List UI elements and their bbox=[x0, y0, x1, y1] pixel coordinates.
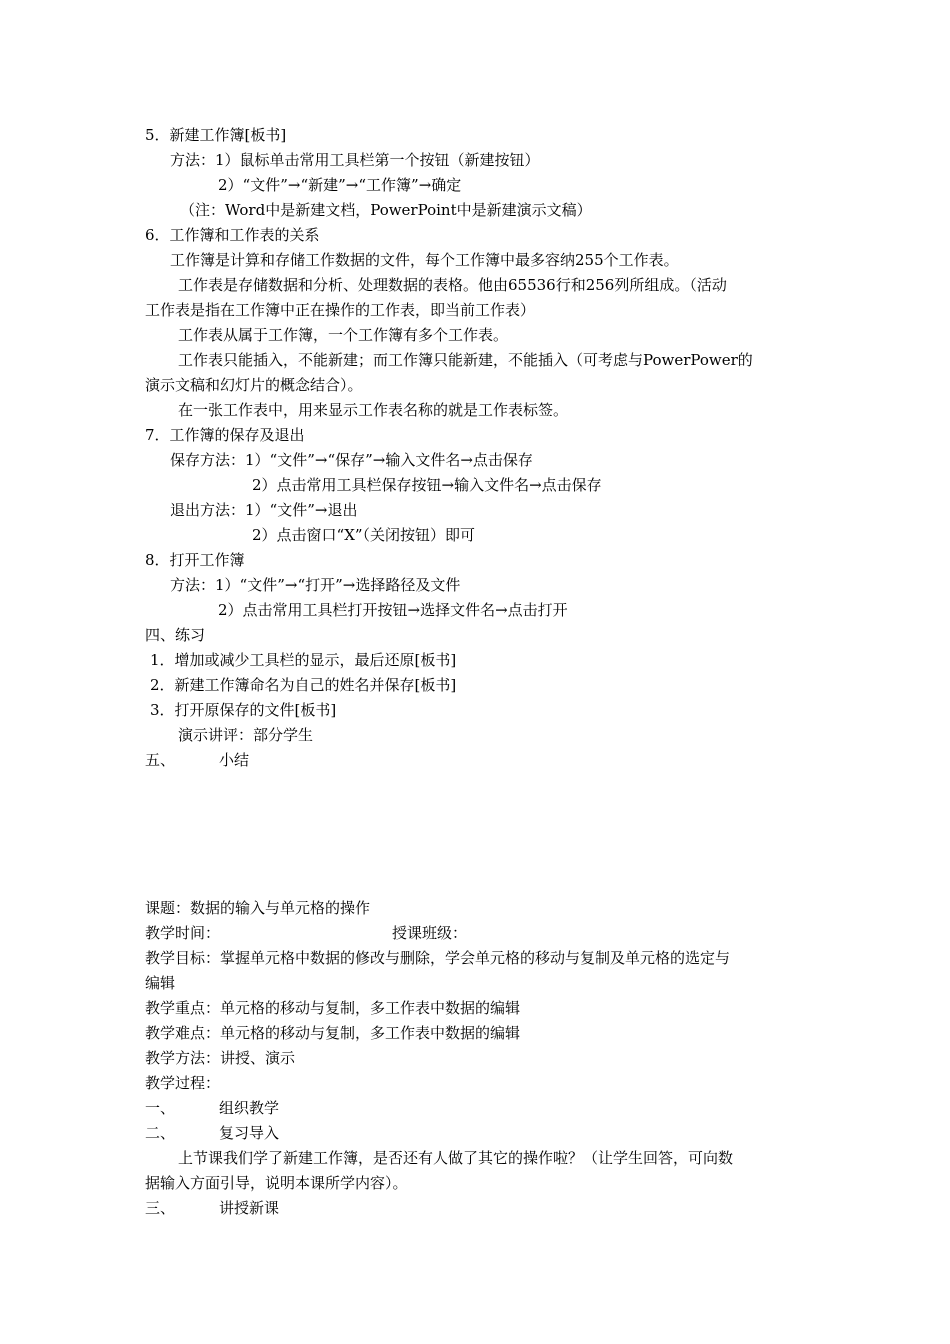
section-6-paragraph-2b: 工作表是指在工作簿中正在操作的工作表，即当前工作表） bbox=[145, 301, 536, 319]
teaching-difficulty: 教学难点：单元格的移动与复制，多工作表中数据的编辑 bbox=[145, 1024, 521, 1042]
section-5-note: （注：Word中是新建文档，PowerPoint中是新建演示文稿） bbox=[180, 201, 592, 219]
step-2-text: 复习导入 bbox=[219, 1124, 280, 1142]
teaching-method: 教学方法：讲授、演示 bbox=[145, 1049, 296, 1067]
step-3-number: 三、 bbox=[145, 1199, 176, 1217]
section-7-exit-2: 2）点击窗口“X”（关闭按钮）即可 bbox=[252, 526, 476, 544]
teaching-time-row bbox=[145, 922, 467, 944]
section-7-save-1: 保存方法：1）“文件”→“保存”→输入文件名→点击保存 bbox=[170, 451, 533, 469]
teaching-time-label: 教学时间： bbox=[145, 924, 221, 942]
teaching-process: 教学过程： bbox=[145, 1074, 221, 1092]
exercise-3: 3．打开原保存的文件[板书] bbox=[150, 701, 337, 719]
section-6-paragraph-5: 在一张工作表中，用来显示工作表名称的就是工作表标签。 bbox=[178, 401, 569, 419]
section-6-paragraph-4b: 演示文稿和幻灯片的概念结合）。 bbox=[145, 376, 363, 394]
section-8-method-1: 方法：1）“文件”→“打开”→选择路径及文件 bbox=[170, 576, 461, 594]
step-2-heading bbox=[145, 1122, 279, 1144]
exercise-2: 2．新建工作簿命名为自己的姓名并保存[板书] bbox=[150, 676, 457, 694]
lesson-topic: 课题：数据的输入与单元格的操作 bbox=[145, 899, 371, 917]
section-6-paragraph-2a: 工作表是存储数据和分析、处理数据的表格。他由65536行和256列所组成。（活动 bbox=[178, 276, 727, 294]
teaching-goal-a: 教学目标：掌握单元格中数据的修改与删除，学会单元格的移动与复制及单元格的选定与 bbox=[145, 949, 731, 967]
class-label: 授课班级： bbox=[392, 924, 468, 942]
part-5-number: 五、 bbox=[145, 751, 176, 769]
section-6-paragraph-3: 工作表从属于工作簿，一个工作簿有多个工作表。 bbox=[178, 326, 509, 344]
step-1-heading bbox=[145, 1097, 279, 1119]
exercise-1: 1．增加或减少工具栏的显示，最后还原[板书] bbox=[150, 651, 457, 669]
part-4-title: 四、练习 bbox=[145, 626, 206, 644]
section-5-method-1: 方法：1）鼠标单击常用工具栏第一个按钮（新建按钮） bbox=[170, 151, 540, 169]
step-3-text: 讲授新课 bbox=[219, 1199, 280, 1217]
part-5-text: 小结 bbox=[219, 751, 250, 769]
demo-review: 演示讲评：部分学生 bbox=[178, 726, 314, 744]
section-5-title: 5．新建工作簿[板书] bbox=[145, 126, 287, 144]
section-8-method-2: 2）点击常用工具栏打开按钮→选择文件名→点击打开 bbox=[218, 601, 568, 619]
section-7-exit-1: 退出方法：1）“文件”→退出 bbox=[170, 501, 358, 519]
step-2-paragraph-a: 上节课我们学了新建工作簿，是否还有人做了其它的操作啦？（让学生回答，可向数 bbox=[178, 1149, 734, 1167]
teaching-key-point: 教学重点：单元格的移动与复制，多工作表中数据的编辑 bbox=[145, 999, 521, 1017]
step-2-paragraph-b: 据输入方面引导，说明本课所学内容）。 bbox=[145, 1174, 408, 1192]
section-8-title: 8．打开工作簿 bbox=[145, 551, 245, 569]
step-1-text: 组织教学 bbox=[219, 1099, 280, 1117]
section-7-title: 7．工作簿的保存及退出 bbox=[145, 426, 305, 444]
section-6-paragraph-4a: 工作表只能插入，不能新建；而工作簿只能新建，不能插入（可考虑与PowerPower的 bbox=[178, 351, 753, 369]
part-5-heading bbox=[145, 749, 249, 771]
step-3-heading bbox=[145, 1197, 279, 1219]
teaching-goal-b: 编辑 bbox=[145, 974, 176, 992]
section-6-paragraph-1: 工作簿是计算和存储工作数据的文件，每个工作簿中最多容纳255个工作表。 bbox=[170, 251, 679, 269]
step-1-number: 一、 bbox=[145, 1099, 176, 1117]
step-2-number: 二、 bbox=[145, 1124, 176, 1142]
section-7-save-2: 2）点击常用工具栏保存按钮→输入文件名→点击保存 bbox=[252, 476, 602, 494]
section-5-method-2: 2）“文件”→“新建”→“工作簿”→确定 bbox=[218, 176, 462, 194]
section-6-title: 6．工作簿和工作表的关系 bbox=[145, 226, 320, 244]
